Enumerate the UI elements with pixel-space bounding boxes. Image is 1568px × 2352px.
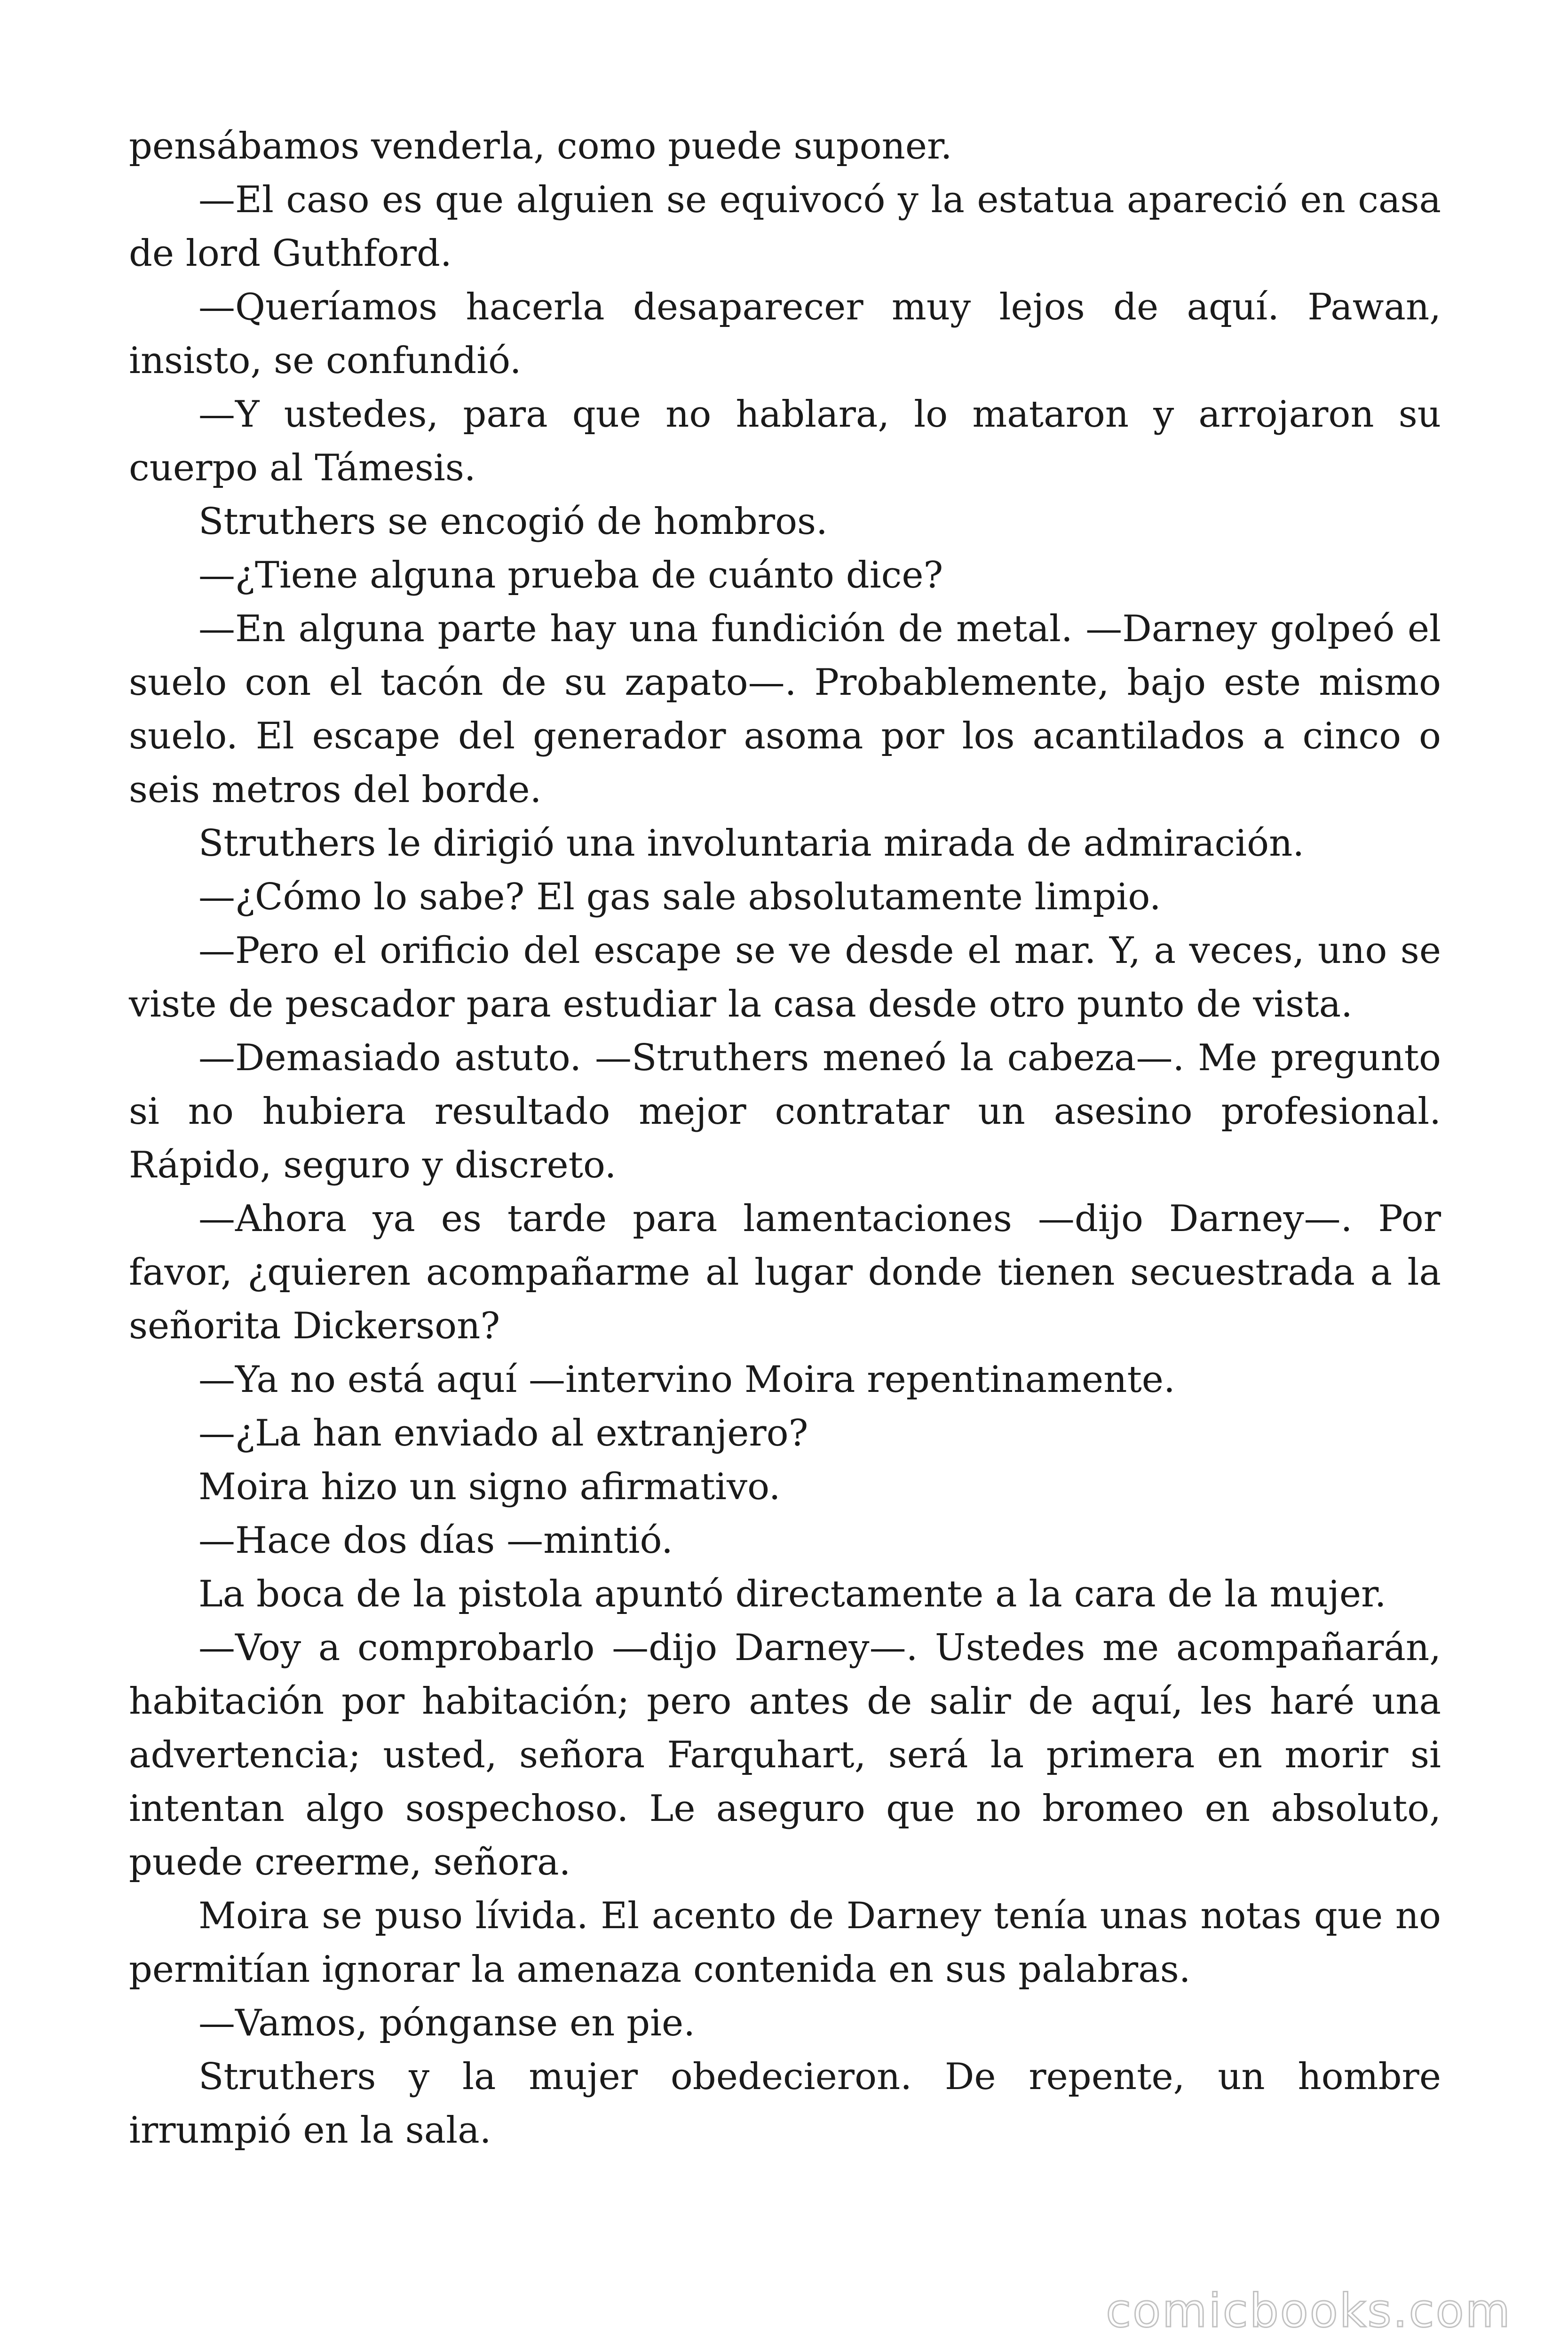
paragraph: —Hace dos días —mintió.: [198, 1519, 673, 1562]
paragraph: Moira se puso lívida. El acento de Darney tenía unas notas que no permitían ignorar la amenaza contenida en sus palabras.: [129, 1895, 1441, 1991]
paragraph: La boca de la pistola apuntó directamente a la cara de la mujer.: [198, 1573, 1386, 1615]
paragraph: —¿Cómo lo sabe? El gas sale absolutamente limpio.: [198, 876, 1161, 918]
paragraph: Struthers se encogió de hombros.: [198, 501, 828, 543]
paragraph: —Pero el orificio del escape se ve desde el mar. Y, a veces, uno se viste de pescador para estudiar la casa desde otro punto de vista.: [129, 930, 1441, 1025]
book-page: [129, 119, 1441, 2157]
paragraph: —Vamos, pónganse en pie.: [198, 2002, 696, 2044]
paragraph: —Ahora ya es tarde para lamentaciones —dijo Darney—. Por favor, ¿quieren acompañarme al lugar donde tienen secuestrada a la señorita Dickerson?: [129, 1198, 1441, 1347]
paragraph: Struthers y la mujer obedecieron. De repente, un hombre irrumpió en la sala.: [129, 2056, 1441, 2152]
paragraph: —Ya no está aquí —intervino Moira repentinamente.: [198, 1359, 1175, 1401]
paragraph: —Demasiado astuto. —Struthers meneó la cabeza—. Me pregunto si no hubiera resultado mejor contratar un asesino profesional. Rápido, seguro y discreto.: [129, 1037, 1441, 1186]
paragraph: —Queríamos hacerla desaparecer muy lejos de aquí. Pawan, insisto, se confundió.: [129, 286, 1441, 382]
paragraph: —¿Tiene alguna prueba de cuánto dice?: [198, 554, 943, 596]
paragraph: —En alguna parte hay una fundición de metal. —Darney golpeó el suelo con el tacón de su zapato—. Probablemente, bajo este mismo suelo. El escape del generador asoma por los acantilados a cinco o seis metros del borde.: [129, 608, 1441, 811]
watermark: comicbooks.com: [1106, 2284, 1512, 2338]
paragraph: —El caso es que alguien se equivocó y la estatua apareció en casa de lord Guthford.: [129, 179, 1441, 275]
paragraph: —Y ustedes, para que no hablara, lo mataron y arrojaron su cuerpo al Támesis.: [129, 393, 1441, 489]
paragraph: Moira hizo un signo afirmativo.: [198, 1466, 781, 1508]
paragraph: —Voy a comprobarlo —dijo Darney—. Ustedes me acompañarán, habitación por habitación; pero antes de salir de aquí, les haré una advertencia; usted, señora Farquhart, será la primera en morir si intentan algo sospechoso. Le aseguro que no bromeo en absoluto, puede creerme, señora.: [129, 1627, 1441, 1883]
paragraph: Struthers le dirigió una involuntaria mirada de admiración.: [198, 822, 1305, 865]
paragraph: —¿La han enviado al extranjero?: [198, 1412, 808, 1454]
paragraph: pensábamos venderla, como puede suponer.: [129, 125, 952, 167]
